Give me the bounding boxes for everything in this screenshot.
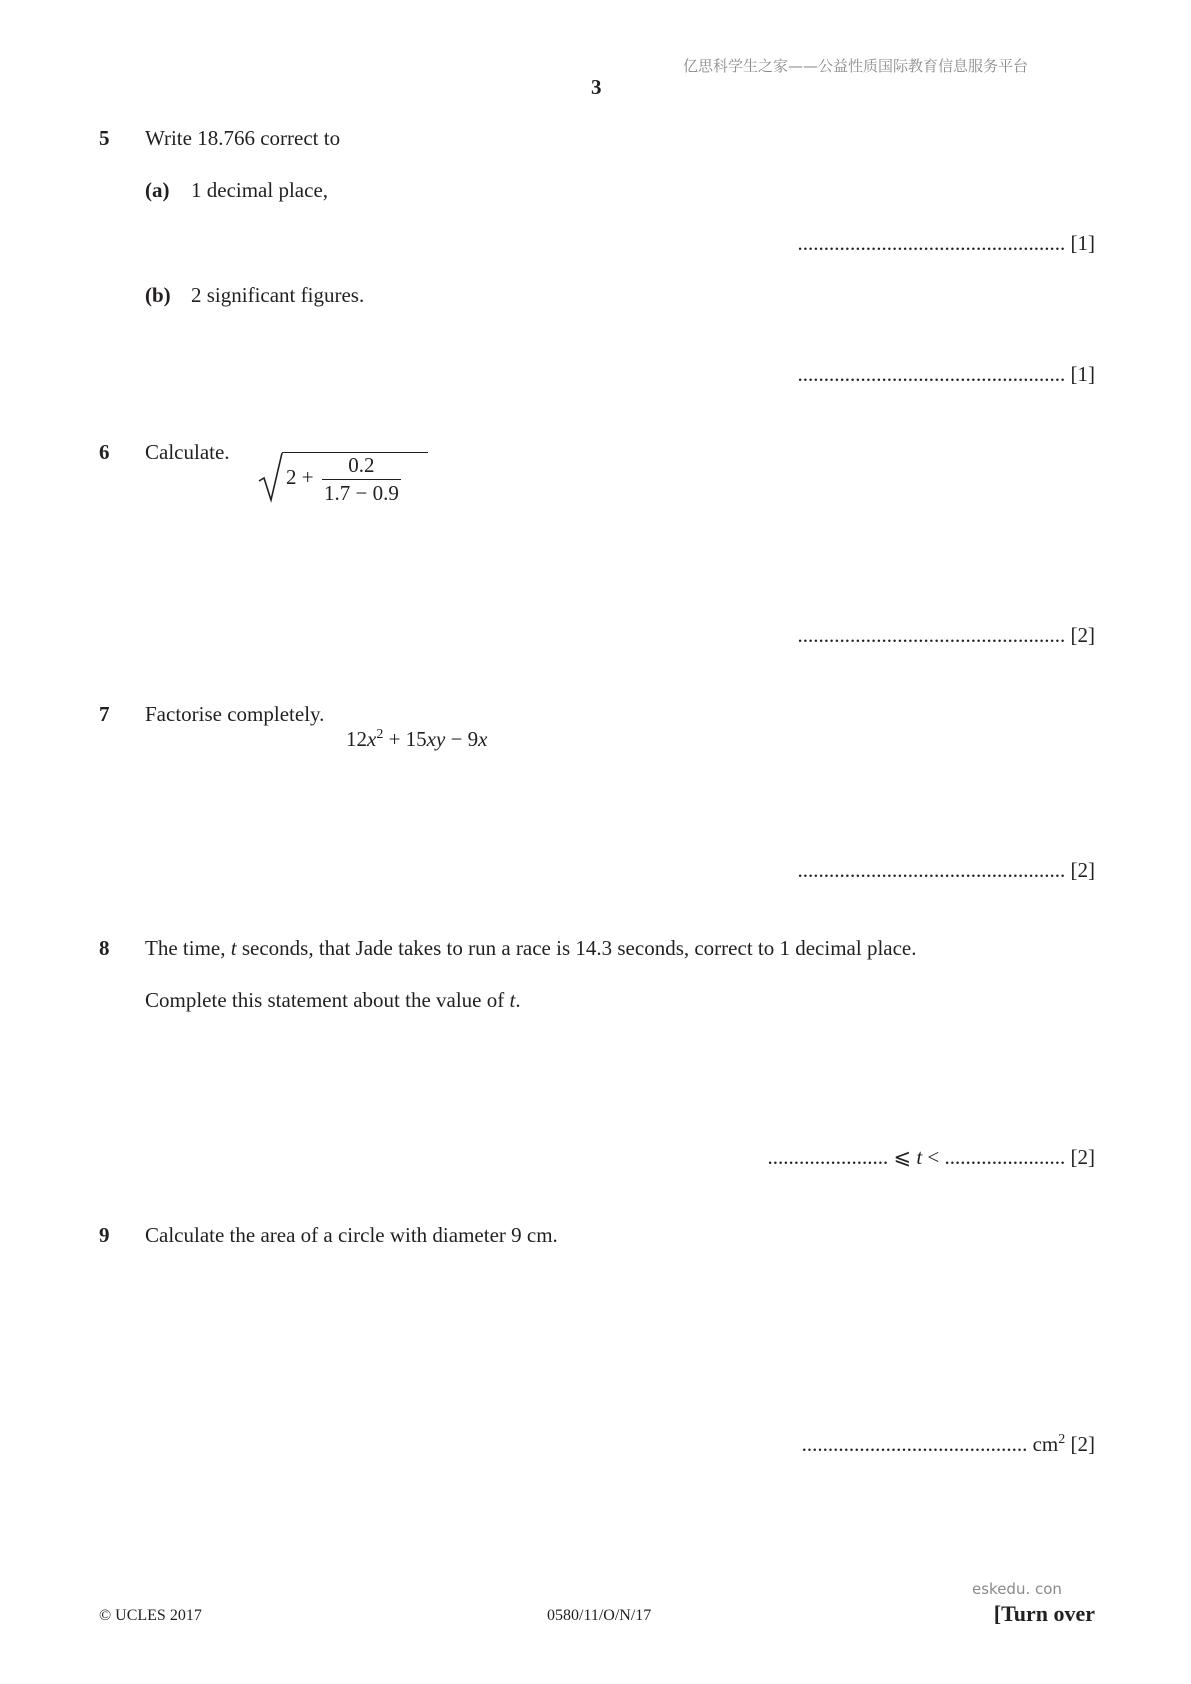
watermark-bottom: eskedu. con [972,1580,1062,1598]
paper-code: 0580/11/O/N/17 [547,1607,652,1624]
question-8-statement: Complete this statement about the value of t. [145,988,521,1012]
fraction-denominator: 1.7 − 0.9 [324,481,399,505]
question-9-answer-line[interactable]: ........................................... $cm^2$ [2] [801,1432,1095,1456]
question-5a-answer-line[interactable]: ................................................... [1] [797,231,1095,255]
turn-over: [Turn over [993,1601,1095,1626]
fraction-numerator: 0.2 [322,453,401,480]
question-7-answer-line[interactable]: ................................................... [2] [797,858,1095,882]
question-8-answer-line[interactable]: ....................... ⩽ t < ....................... [2] [767,1145,1095,1169]
question-5-text: Write 18.766 correct to [145,126,341,150]
question-5-number: 5 [99,126,110,150]
answer-upper-bound[interactable]: ....................... [2] [944,1145,1095,1169]
copyright: © UCLES 2017 [99,1607,202,1624]
answer-lower-bound[interactable]: ....................... [767,1145,889,1169]
question-8-text: The time, t seconds, that Jade takes to run a race is 14.3 seconds, correct to 1 decimal place. [145,936,917,960]
question-9-text: Calculate the area of a circle with diameter 9 cm. [145,1223,558,1247]
question-7-number: 7 [99,702,110,726]
question-7-text: Factorise completely. [145,702,325,726]
question-9-number: 9 [99,1223,110,1247]
question-5a-label: (a) [145,178,170,202]
question-8-number: 8 [99,936,110,960]
question-5b-label: (b) [145,283,171,307]
question-6-text: Calculate. [145,440,230,464]
question-5a-text: 1 decimal place, [191,178,329,202]
question-6-answer-line[interactable]: ................................................... [2] [797,623,1095,647]
question-5b-answer-line[interactable]: ................................................... [1] [797,362,1095,386]
square-root-sign [258,450,284,504]
watermark-top: 亿思科学生之家——公益性质国际教育信息服务平台 [683,57,1029,75]
page-number: 3 [591,75,602,99]
expression-lead: 2 + [286,465,314,489]
question-5b-text: 2 significant figures. [191,283,365,307]
question-7-expression: $12x^2 + 15xy - 9x$ [346,727,488,751]
question-6-number: 6 [99,440,110,464]
